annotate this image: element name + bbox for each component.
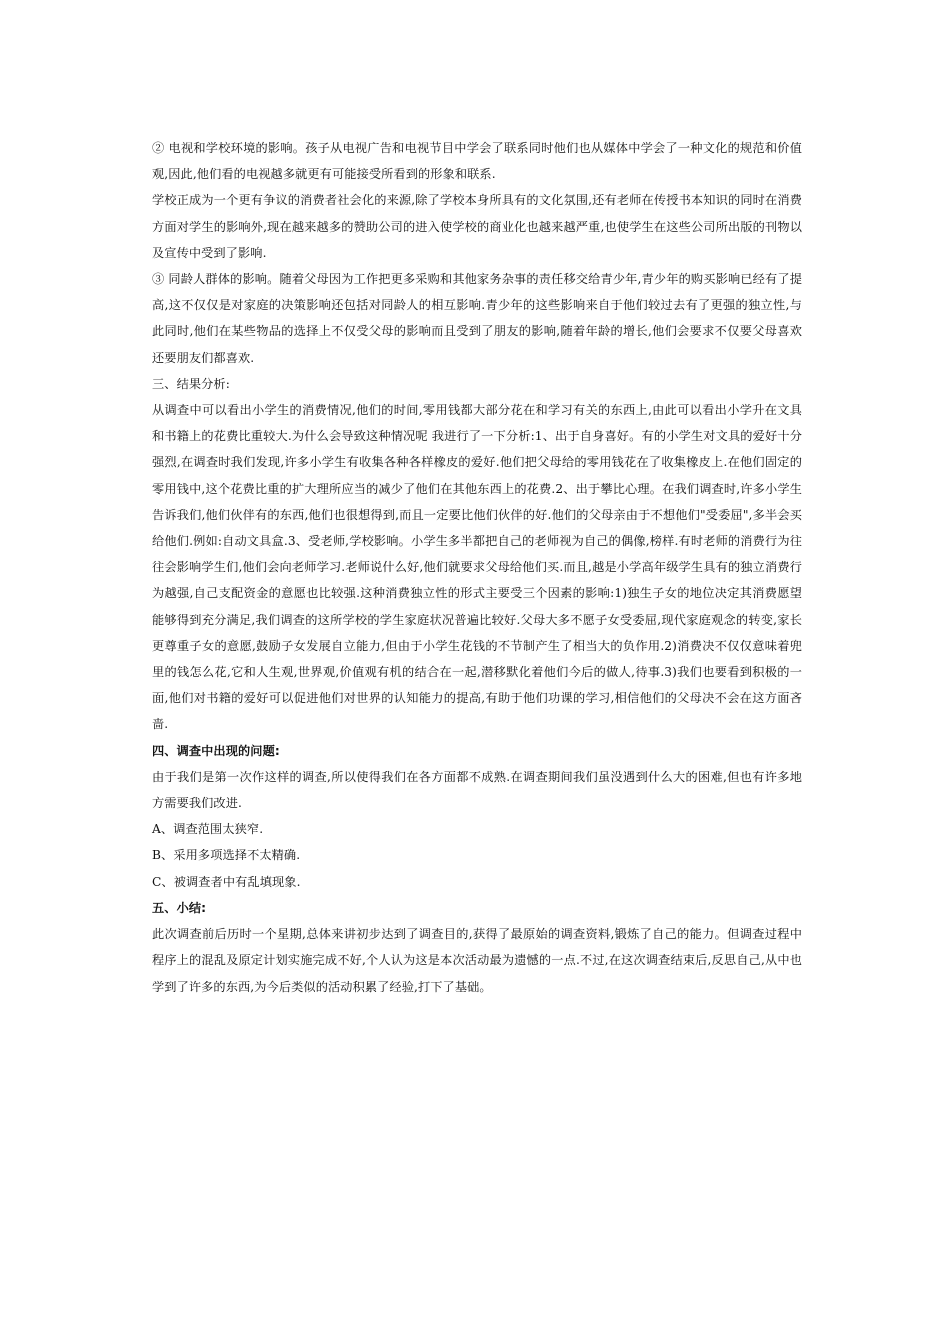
paragraph-result-analysis: 从调查中可以看出小学生的消费情况,他们的时间,零用钱都大部分花在和学习有关的东西上,由此可以看出小学升在文具和书籍上的花费比重较大.为什么会导致这种情况呢 我进行了一下分析:1、出于自身喜好。有的小学生对文具的爱好十分强烈,在调查时我们发现,许多小学生有收集各种各样橡皮的爱好.他们把父母给的零用钱花在了收集橡皮上.在他们固定的零用钱中,这个花费比重的扩大理所应当的减少了他们在其他东西上的花费.2、出于攀比心理。在我们调查时,许多小学生告诉我们,他们伙伴有的东西,他们也很想得到,而且一定要比他们伙伴的好.他们的父母亲由于不想他们"受委屈",多半会买给他们.例如:自动文具盒.3、受老师,学校影响。小学生多半都把自己的老师视为自己的偶像,榜样.有时老师的消费行为往往会影响学生们,他们会向老师学习.老师说什么好,他们就要求父母给他们买.而且,越是小学高年级学生具有的独立消费行为越强,自己支配资金的意愿也比较强.这种消费独立性的形式主要受三个因素的影响:1)独生子女的地位决定其消费愿望能够得到充分满足,我们调查的这所学校的学生家庭状况普遍比较好.父母大多不愿子女受委屈,现代家庭观念的转变,家长更尊重子女的意愿,鼓励子女发展自立能力,但由于小学生花钱的不节制产生了相当大的负作用.2)消费决不仅仅意味着兜里的钱怎么花,它和人生观,世界观,价值观有机的结合在一起,潜移默化着他们今后的做人,待事.3)我们也要看到积极的一面,他们对书籍的爱好可以促进他们对世界的认知能力的提高,有助于他们功课的学习,相信他们的父母决不会在这方面吝啬. [152,403,802,732]
section-heading-summary: 五、小结: [152,900,207,915]
list-item-problem-b: B、采用多项选择不太精确. [152,848,301,863]
paragraph-tv-school-influence: ② 电视和学校环境的影响。孩子从电视广告和电视节目中学会了联系同时他们也从媒体中学会了一种文化的规范和价值观,因此,他们看的电视越多就更有可能接受所看到的形象和联系. [152,141,802,182]
paragraph-school-socialization: 学校正成为一个更有争议的消费者社会化的来源,除了学校本身所具有的文化氛围,还有老师在传授书本知识的同时在消费方面对学生的影响外,现在越来越多的赞助公司的进入使学校的商业化也越来越严重,也使学生在这些公司所出版的刊物以及宣传中受到了影响. [152,193,802,260]
list-item-problem-a: A、调查范围太狭窄. [152,822,264,837]
paragraph-summary: 此次调查前后历时一个星期,总体来讲初步达到了调查目的,获得了最原始的调查资料,锻炼了自己的能力。但调查过程中程序上的混乱及原定计划实施完成不好,个人认为这是本次活动最为遗憾的一点.不过,在这次调查结束后,反思自己,从中也学到了许多的东西,为今后类似的活动积累了经验,打下了基础。 [152,927,802,994]
section-heading-result-analysis: 三、结果分析: [152,376,230,391]
document-body [152,135,802,1000]
list-item-problem-c: C、被调查者中有乱填现象. [152,874,301,889]
paragraph-peer-influence: ③ 同龄人群体的影响。随着父母因为工作把更多采购和其他家务杂事的责任移交给青少年,青少年的购买影响已经有了提高,这不仅仅是对家庭的决策影响还包括对同龄人的相互影响.青少年的这些影响来自于他们较过去有了更强的独立性,与此同时,他们在某些物品的选择上不仅受父母的影响而且受到了朋友的影响,随着年龄的增长,他们会要求不仅要父母喜欢还要朋友们都喜欢. [152,272,802,365]
paragraph-problems-intro: 由于我们是第一次作这样的调查,所以使得我们在各方面都不成熟.在调查期间我们虽没遇到什么大的困难,但也有许多地方需要我们改进. [152,769,802,811]
section-heading-problems: 四、调查中出现的问题: [152,743,280,758]
